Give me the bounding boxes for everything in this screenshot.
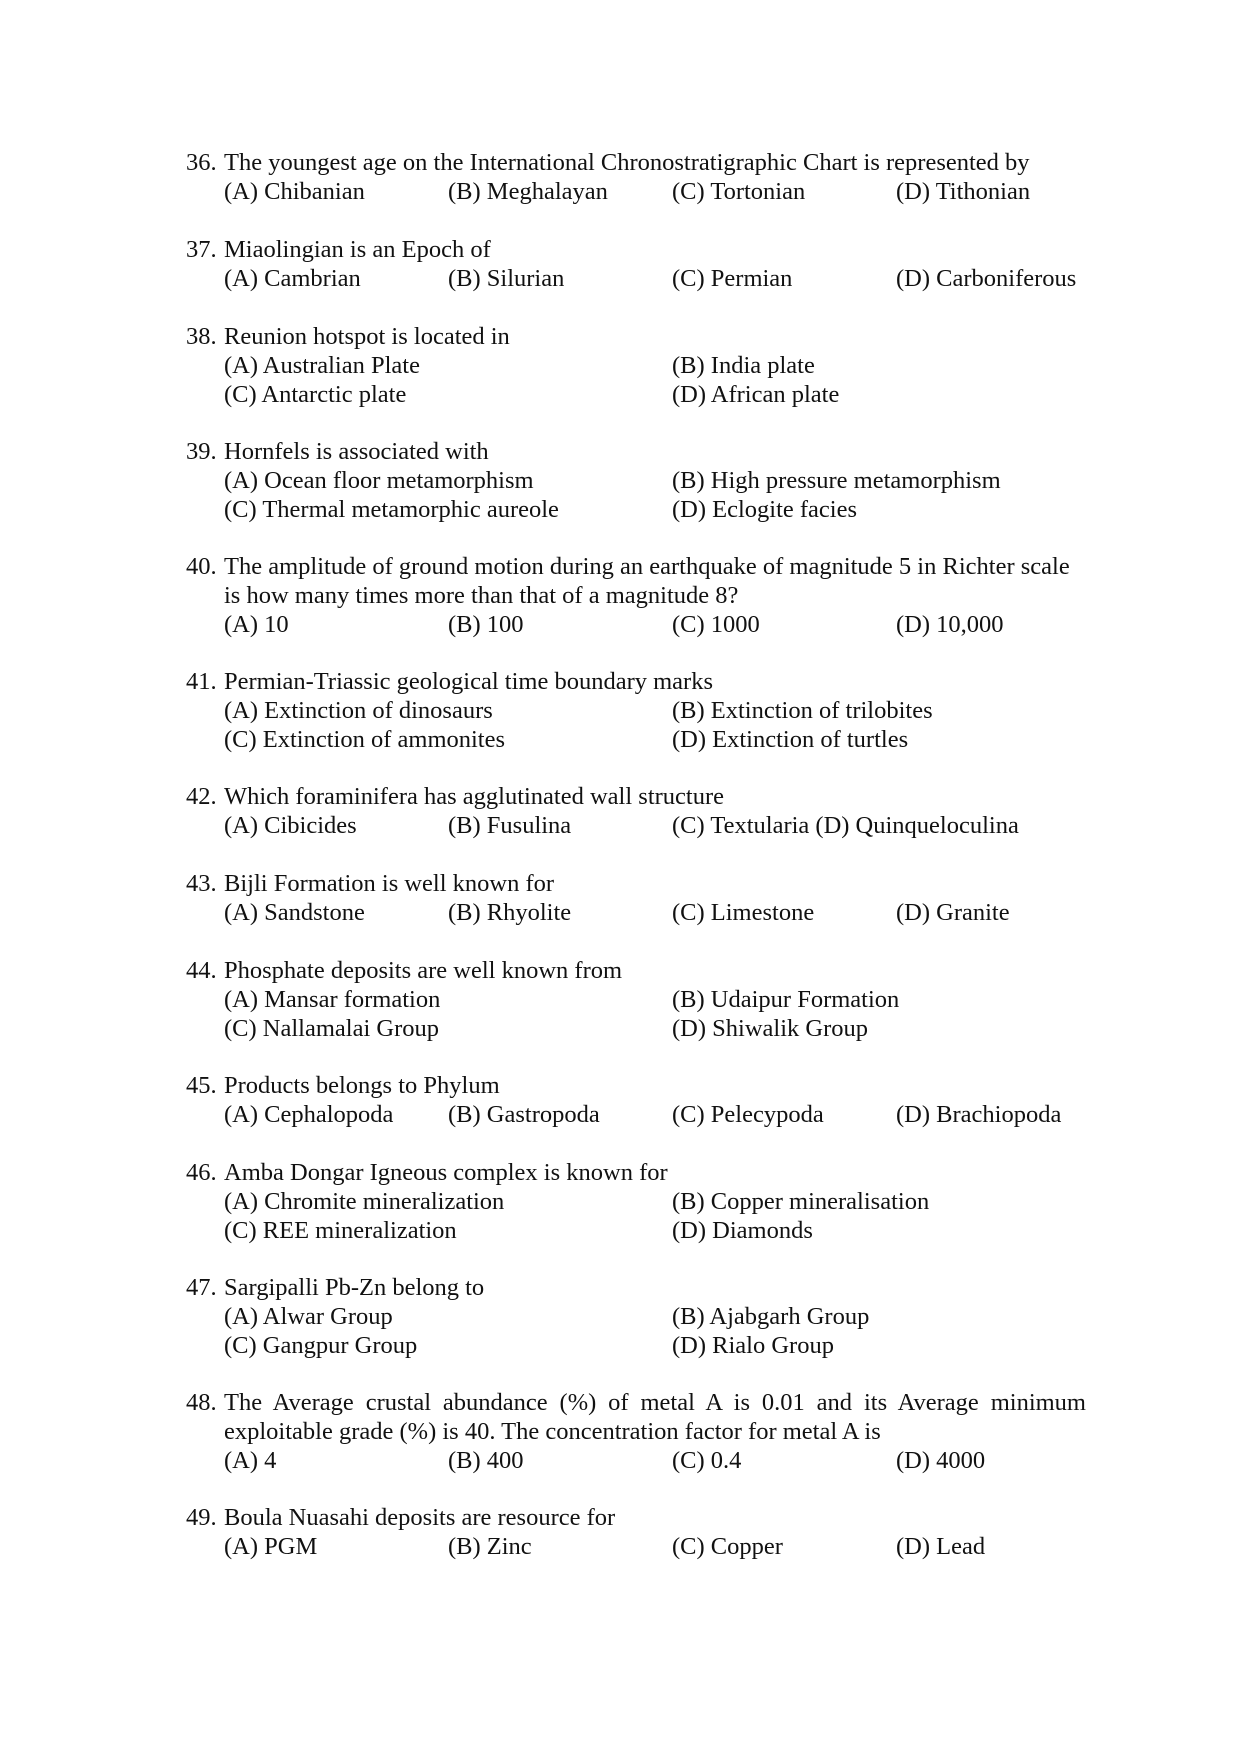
question-text: The amplitude of ground motion during an earthquake of magnitude 5 in Richter scale (224, 553, 1070, 580)
option-c: (C) Tortonian (672, 178, 806, 205)
options-row (224, 610, 1086, 639)
question-number: 37. (186, 236, 217, 263)
option-d: (D) Extinction of turtles (672, 726, 909, 753)
option-d: (D) Eclogite facies (672, 496, 858, 523)
option-d: (D) 10,000 (896, 611, 1004, 638)
option-b: (B) High pressure metamorphism (672, 467, 1001, 494)
options-row (224, 1100, 1086, 1129)
options-row (224, 1302, 1086, 1331)
question-text: Sargipalli Pb-Zn belong to (224, 1274, 485, 1301)
option-a: (A) Alwar Group (224, 1303, 393, 1330)
question-number: 38. (186, 323, 217, 350)
option-d: (D) Diamonds (672, 1217, 813, 1244)
option-b: (B) Zinc (448, 1533, 532, 1560)
question-38 (186, 322, 1086, 409)
options-row (224, 177, 1086, 206)
option-c: (C) 1000 (672, 611, 760, 638)
options-row (224, 351, 1086, 380)
question-text: Miaolingian is an Epoch of (224, 236, 491, 263)
options-row (224, 725, 1086, 754)
option-c: (C) Pelecypoda (672, 1101, 824, 1128)
question-number: 41. (186, 668, 217, 695)
option-a: (A) Ocean floor metamorphism (224, 467, 534, 494)
question-47 (186, 1273, 1086, 1360)
options-row (224, 380, 1086, 409)
question-42 (186, 782, 1086, 840)
option-b: (B) India plate (672, 352, 815, 379)
option-a: (A) Mansar formation (224, 986, 441, 1013)
option-a: (A) Cibicides (224, 812, 357, 839)
option-c: (C) Limestone (672, 899, 815, 926)
options-row (224, 985, 1086, 1014)
option-a: (A) Cambrian (224, 265, 361, 292)
option-d: (D) 4000 (896, 1447, 986, 1474)
question-number: 45. (186, 1072, 217, 1099)
question-number: 47. (186, 1274, 217, 1301)
question-48 (186, 1388, 1086, 1475)
question-text: The youngest age on the International Chronostratigraphic Chart is represented by (224, 149, 1030, 176)
option-b: (B) Copper mineralisation (672, 1188, 930, 1215)
question-text: Amba Dongar Igneous complex is known for (224, 1159, 668, 1186)
question-45 (186, 1071, 1086, 1129)
option-c: (C) Extinction of ammonites (224, 726, 506, 753)
option-a: (A) Cephalopoda (224, 1101, 394, 1128)
option-d: (D) Granite (896, 899, 1010, 926)
option-d: (D) Brachiopoda (896, 1101, 1062, 1128)
question-number: 36. (186, 149, 217, 176)
option-b: (B) Rhyolite (448, 899, 572, 926)
question-number: 44. (186, 957, 217, 984)
option-a: (A) Chromite mineralization (224, 1188, 505, 1215)
question-text: The Average crustal abundance (%) of metal A is 0.01 and its Average minimum (224, 1389, 1086, 1416)
option-d: (D) Rialo Group (672, 1332, 834, 1359)
option-b: (B) Udaipur Formation (672, 986, 900, 1013)
question-36 (186, 148, 1086, 206)
question-text: Permian-Triassic geological time boundary marks (224, 668, 713, 695)
option-c: (C) Gangpur Group (224, 1332, 418, 1359)
option-a: (A) Australian Plate (224, 352, 420, 379)
option-a: (A) PGM (224, 1533, 318, 1560)
question-49 (186, 1503, 1086, 1561)
options-row (224, 898, 1086, 927)
question-number: 42. (186, 783, 217, 810)
question-text-continued: is how many times more than that of a magnitude 8? (224, 582, 739, 609)
options-row (224, 1331, 1086, 1360)
option-d: (D) Shiwalik Group (672, 1015, 868, 1042)
option-a: (A) Sandstone (224, 899, 365, 926)
question-number: 40. (186, 553, 217, 580)
option-c-d: (C) Textularia (D) Quinqueloculina (672, 812, 1019, 839)
option-c: (C) Thermal metamorphic aureole (224, 496, 559, 523)
option-a: (A) 4 (224, 1447, 277, 1474)
options-row (224, 1446, 1086, 1475)
option-b: (B) Gastropoda (448, 1101, 600, 1128)
question-number: 46. (186, 1159, 217, 1186)
options-row (224, 466, 1086, 495)
question-text: Phosphate deposits are well known from (224, 957, 623, 984)
option-c: (C) Antarctic plate (224, 381, 407, 408)
option-d: (D) African plate (672, 381, 840, 408)
option-a: (A) Extinction of dinosaurs (224, 697, 493, 724)
question-41 (186, 667, 1086, 754)
option-b: (B) Fusulina (448, 812, 572, 839)
question-44 (186, 956, 1086, 1043)
question-number: 39. (186, 438, 217, 465)
option-b: (B) Meghalayan (448, 178, 608, 205)
option-c: (C) Permian (672, 265, 793, 292)
question-text: Reunion hotspot is located in (224, 323, 510, 350)
question-number: 48. (186, 1389, 217, 1416)
options-row (224, 696, 1086, 725)
option-c: (C) Nallamalai Group (224, 1015, 439, 1042)
option-b: (B) Ajabgarh Group (672, 1303, 870, 1330)
question-43 (186, 869, 1086, 927)
option-a: (A) 10 (224, 611, 289, 638)
option-c: (C) REE mineralization (224, 1217, 457, 1244)
question-number: 43. (186, 870, 217, 897)
option-b: (B) Silurian (448, 265, 565, 292)
question-text: Hornfels is associated with (224, 438, 489, 465)
option-d: (D) Lead (896, 1533, 986, 1560)
option-b: (B) 400 (448, 1447, 524, 1474)
options-row (224, 1532, 1086, 1561)
option-d: (D) Tithonian (896, 178, 1031, 205)
option-b: (B) Extinction of trilobites (672, 697, 933, 724)
question-text-continued: exploitable grade (%) is 40. The concentration factor for metal A is (224, 1418, 881, 1445)
option-c: (C) 0.4 (672, 1447, 742, 1474)
question-text: Which foraminifera has agglutinated wall structure (224, 783, 725, 810)
option-b: (B) 100 (448, 611, 524, 638)
question-46 (186, 1158, 1086, 1245)
options-row (224, 264, 1086, 293)
option-c: (C) Copper (672, 1533, 783, 1560)
question-39 (186, 437, 1086, 524)
question-text: Products belongs to Phylum (224, 1072, 500, 1099)
question-text: Bijli Formation is well known for (224, 870, 555, 897)
question-40 (186, 552, 1086, 639)
option-a: (A) Chibanian (224, 178, 365, 205)
options-row (224, 811, 1086, 840)
question-37 (186, 235, 1086, 293)
option-d: (D) Carboniferous (896, 265, 1077, 292)
options-row (224, 1216, 1086, 1245)
question-text: Boula Nuasahi deposits are resource for (224, 1504, 616, 1531)
options-row (224, 495, 1086, 524)
options-row (224, 1014, 1086, 1043)
options-row (224, 1187, 1086, 1216)
question-number: 49. (186, 1504, 217, 1531)
